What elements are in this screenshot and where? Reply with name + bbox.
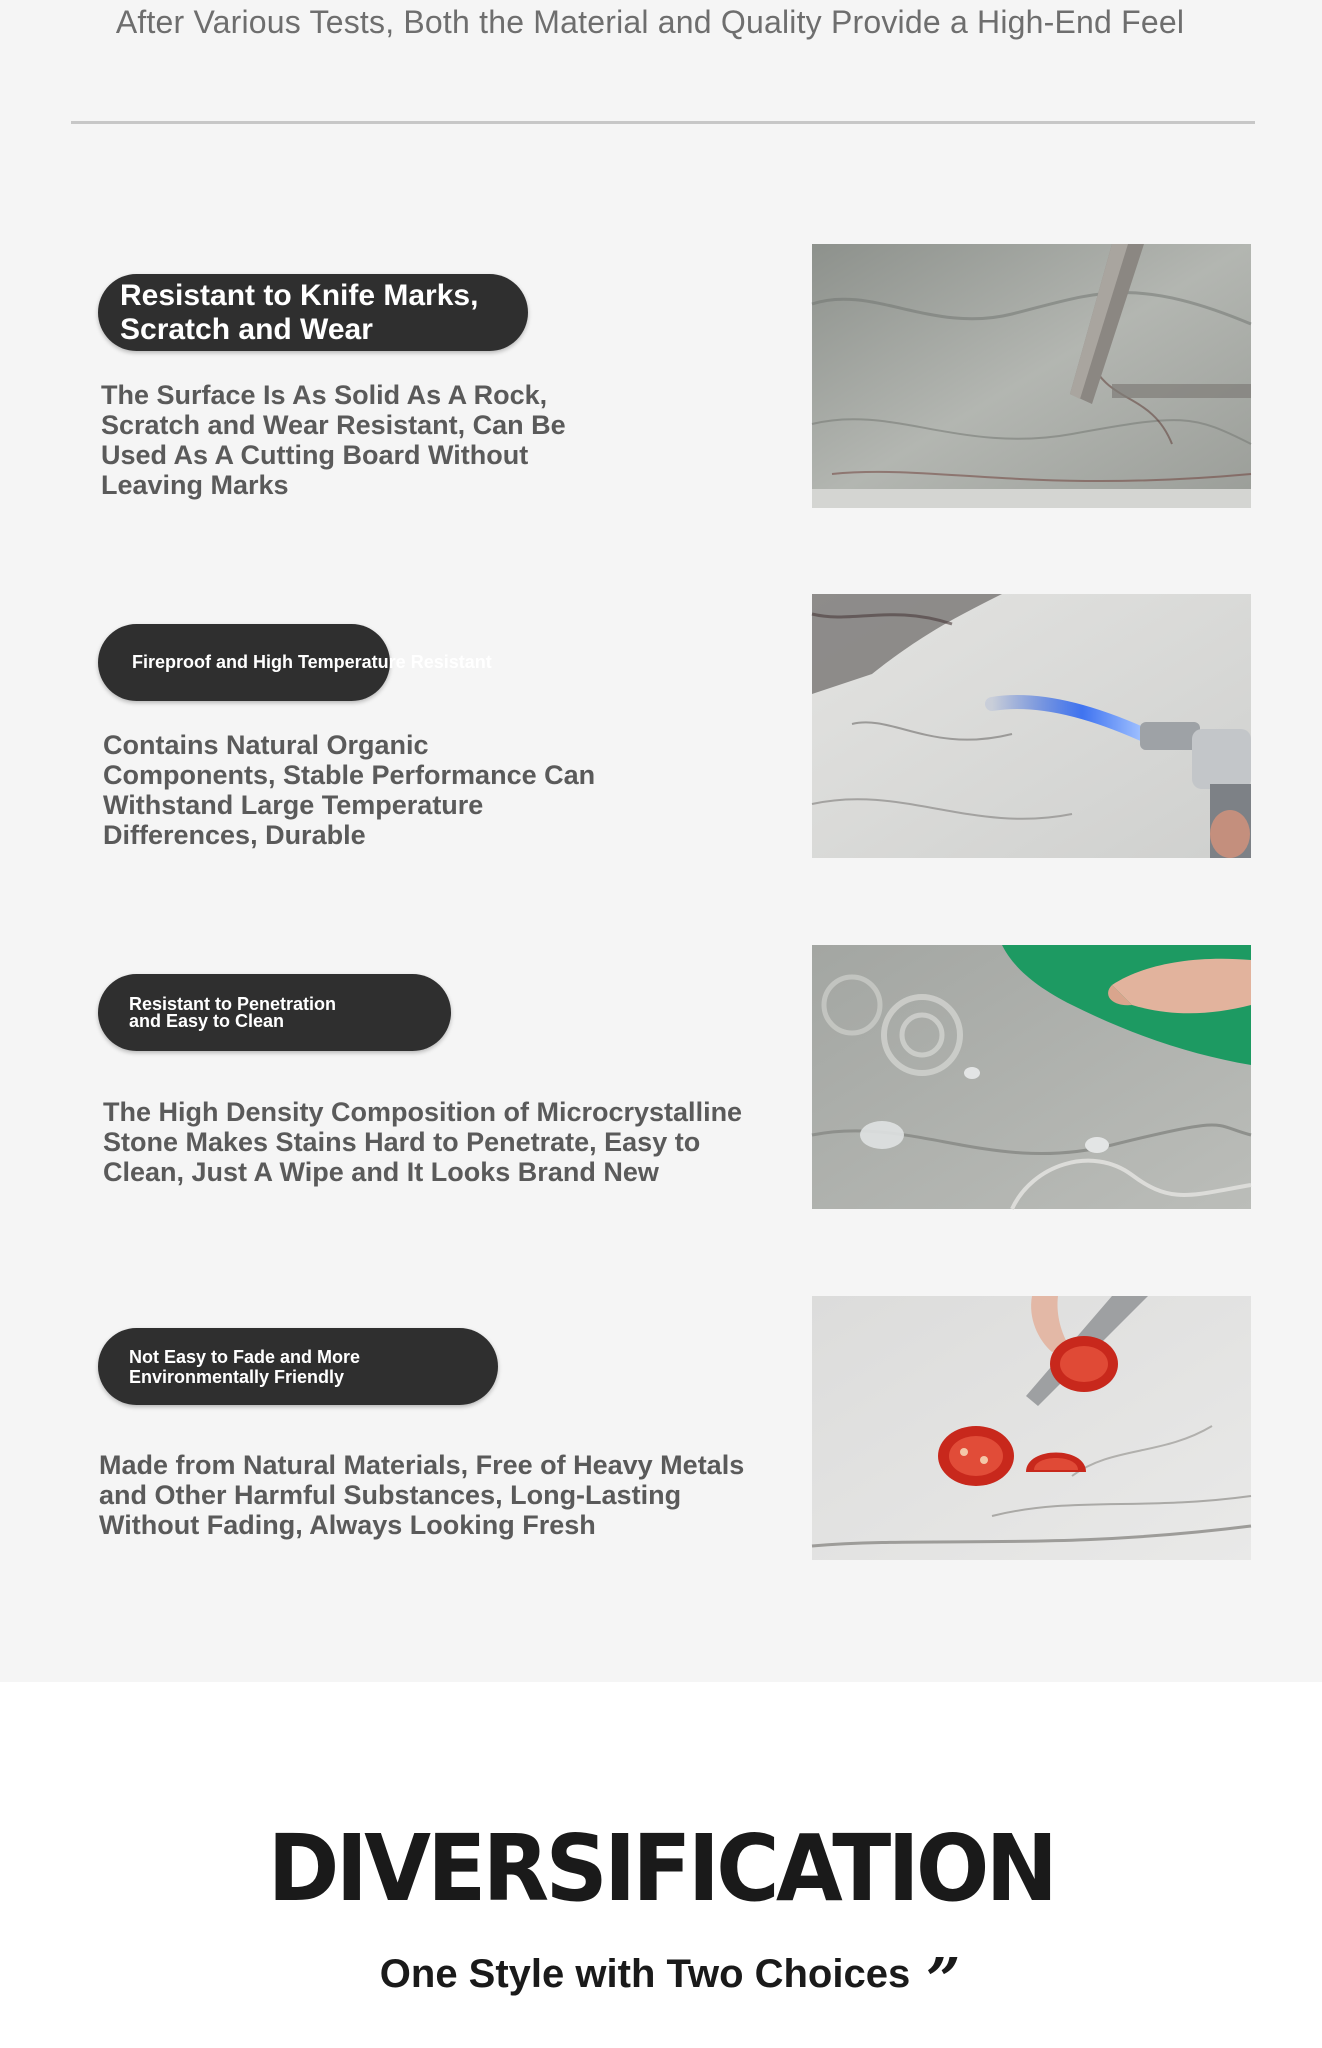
feature-badge-line: Environmentally Friendly	[129, 1366, 345, 1387]
feature-badge-line: Fireproof and High Temperature Resistant	[132, 652, 492, 672]
diversification-headline: DIVERSIFICATION	[267, 1815, 1055, 1922]
description-line: Contains Natural Organic	[103, 730, 429, 760]
feature-badge-penetration	[98, 974, 451, 1051]
description-line: and Other Harmful Substances, Long-Lasting	[99, 1480, 682, 1510]
feature-badge-line: Scratch and Wear	[120, 312, 373, 346]
description-line: Without Fading, Always Looking Fresh	[99, 1510, 596, 1540]
feature-description-knife-resistant	[101, 380, 566, 500]
knife-scratch-marble-photo	[812, 244, 1251, 508]
quote-mark-icon: ”	[926, 1946, 961, 2016]
feature-description-penetration	[103, 1097, 742, 1187]
subheadline: One Style with Two Choices	[379, 1952, 911, 1996]
divider	[71, 121, 1255, 124]
feature-badge-knife-resistant	[98, 274, 528, 351]
description-line: Differences, Durable	[103, 820, 366, 850]
description-line: Leaving Marks	[101, 470, 289, 500]
feature-badge-line: and Easy to Clean	[129, 1010, 285, 1031]
description-line: Withstand Large Temperature	[103, 790, 484, 820]
description-line: Components, Stable Performance Can	[103, 760, 596, 790]
tomato-slices-marble-photo	[812, 1296, 1251, 1560]
description-line: Stone Makes Stains Hard to Penetrate, Easy to	[103, 1127, 701, 1157]
feature-badge-line: Resistant to Knife Marks,	[120, 278, 479, 312]
feature-description-fade-resistant	[99, 1450, 744, 1540]
description-line: Used As A Cutting Board Without	[101, 440, 529, 470]
feature-badge-fireproof	[98, 624, 492, 701]
feature-badge-line: Not Easy to Fade and More	[129, 1346, 361, 1367]
description-line: The Surface Is As Solid As A Rock,	[101, 380, 548, 410]
section-subtitle: After Various Tests, Both the Material and Quality Provide a High-End Feel	[115, 4, 1185, 40]
cloth-wiping-marble-photo	[812, 945, 1251, 1209]
description-line: The High Density Composition of Microcrystalline	[103, 1097, 743, 1127]
description-line: Scratch and Wear Resistant, Can Be	[101, 410, 566, 440]
description-line: Clean, Just A Wipe and It Looks Brand New	[103, 1157, 659, 1187]
feature-badge-fade-resistant	[98, 1328, 498, 1405]
blowtorch-flame-marble-photo	[812, 594, 1251, 858]
feature-description-fireproof	[103, 730, 595, 850]
description-line: Made from Natural Materials, Free of Heavy Metals	[99, 1450, 745, 1480]
feature-badge-line: Resistant to Penetration	[129, 993, 337, 1014]
